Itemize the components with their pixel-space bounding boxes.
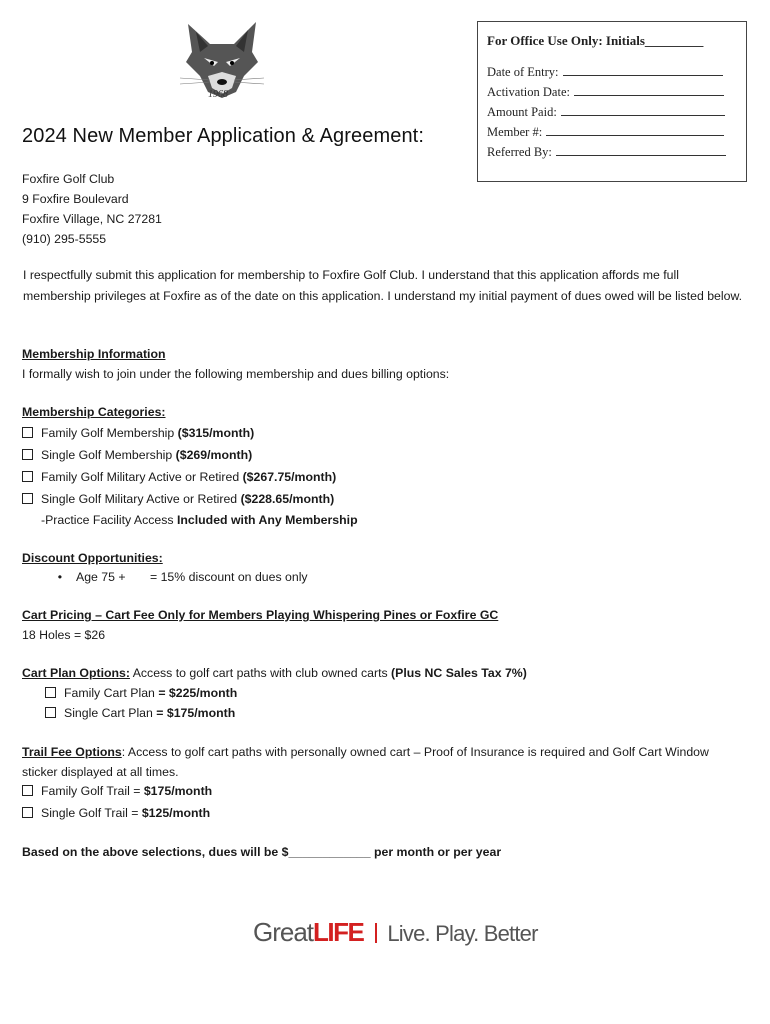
activation-date-line[interactable] [574, 85, 724, 96]
category-family-military: Family Golf Military Active or Retired ($267.75/month) [22, 467, 336, 487]
checkbox-family-trail[interactable] [22, 785, 33, 796]
brand-separator [375, 923, 377, 943]
club-name: Foxfire Golf Club [22, 172, 115, 186]
membership-info-heading: Membership Information [22, 347, 166, 361]
checkbox-single-cart[interactable] [45, 707, 56, 718]
trail-fee-line2: sticker displayed at all times. [22, 765, 179, 779]
office-field-activation-date: Activation Date: [487, 85, 724, 100]
trail-fee-single: Single Golf Trail = $125/month [22, 803, 210, 823]
logo-year: 1968 [208, 89, 228, 100]
category-single-golf: Single Golf Membership ($269/month) [22, 445, 252, 465]
checkbox-family-cart[interactable] [45, 687, 56, 698]
brand-life: LIFE [313, 917, 364, 947]
membership-info-text: I formally wish to join under the following membership and dues billing options: [22, 367, 450, 381]
checkbox-single-military[interactable] [22, 493, 33, 504]
cart-plan-line: Cart Plan Options: Access to golf cart paths with club owned carts (Plus NC Sales Tax 7%) [22, 666, 527, 680]
discount-item: • Age 75 + = 15% discount on dues only [22, 567, 308, 587]
brand-tagline: Live. Play. Better [387, 921, 538, 946]
checkbox-family-golf[interactable] [22, 427, 33, 438]
office-field-date-of-entry: Date of Entry: [487, 65, 723, 80]
office-field-referred-by: Referred By: [487, 145, 726, 160]
brand-great: Great [253, 917, 314, 947]
category-single-military: Single Golf Military Active or Retired ($228.65/month) [22, 489, 334, 509]
office-use-box [477, 21, 747, 182]
cart-plan-family: Family Cart Plan = $225/month [45, 683, 237, 703]
practice-facility-note: -Practice Facility Access Included with Any Membership [41, 513, 358, 527]
membership-categories-heading: Membership Categories: [22, 405, 166, 419]
amount-paid-line[interactable] [561, 105, 725, 116]
cart-pricing-heading: Cart Pricing – Cart Fee Only for Members Playing Whispering Pines or Foxfire GC [22, 608, 499, 622]
office-field-amount-paid: Amount Paid: [487, 105, 725, 120]
cart-pricing-text: 18 Holes = $26 [22, 628, 106, 642]
category-family-golf: Family Golf Membership ($315/month) [22, 423, 254, 443]
trail-fee-family: Family Golf Trail = $175/month [22, 781, 212, 801]
referred-by-line[interactable] [556, 145, 726, 156]
checkbox-single-trail[interactable] [22, 807, 33, 818]
checkbox-single-golf[interactable] [22, 449, 33, 460]
office-use-heading: For Office Use Only: Initials_________ [487, 33, 704, 48]
office-field-member-number: Member #: [487, 125, 724, 140]
discount-heading: Discount Opportunities: [22, 551, 163, 565]
member-number-line[interactable] [546, 125, 724, 136]
date-of-entry-line[interactable] [563, 65, 723, 76]
checkbox-family-military[interactable] [22, 471, 33, 482]
dues-total-line: Based on the above selections, dues will be $____________ per month or per year [22, 845, 502, 859]
club-city: Foxfire Village, NC 27281 [22, 212, 162, 226]
intro-paragraph: I respectfully submit this application for membership to Foxfire Golf Club. I understand that this application affords me full membership privileges at Foxfire as of the date on this application. I understand my initial payment of dues owed will be listed below. [23, 268, 743, 303]
page-title: 2024 New Member Application & Agreement: [22, 125, 424, 147]
trail-fee-heading: Trail Fee Options [22, 745, 122, 759]
cart-plan-single: Single Cart Plan = $175/month [45, 703, 235, 723]
greatlife-logo [253, 917, 538, 948]
bullet-icon: • [57, 570, 62, 584]
club-street: 9 Foxfire Boulevard [22, 192, 129, 206]
club-phone: (910) 295-5555 [22, 232, 107, 246]
trail-fee-line: Trail Fee Options: Access to golf cart paths with personally owned cart – Proof of Insurance is required and Golf Cart Window [22, 745, 709, 759]
cart-plan-heading: Cart Plan Options: [22, 666, 130, 680]
